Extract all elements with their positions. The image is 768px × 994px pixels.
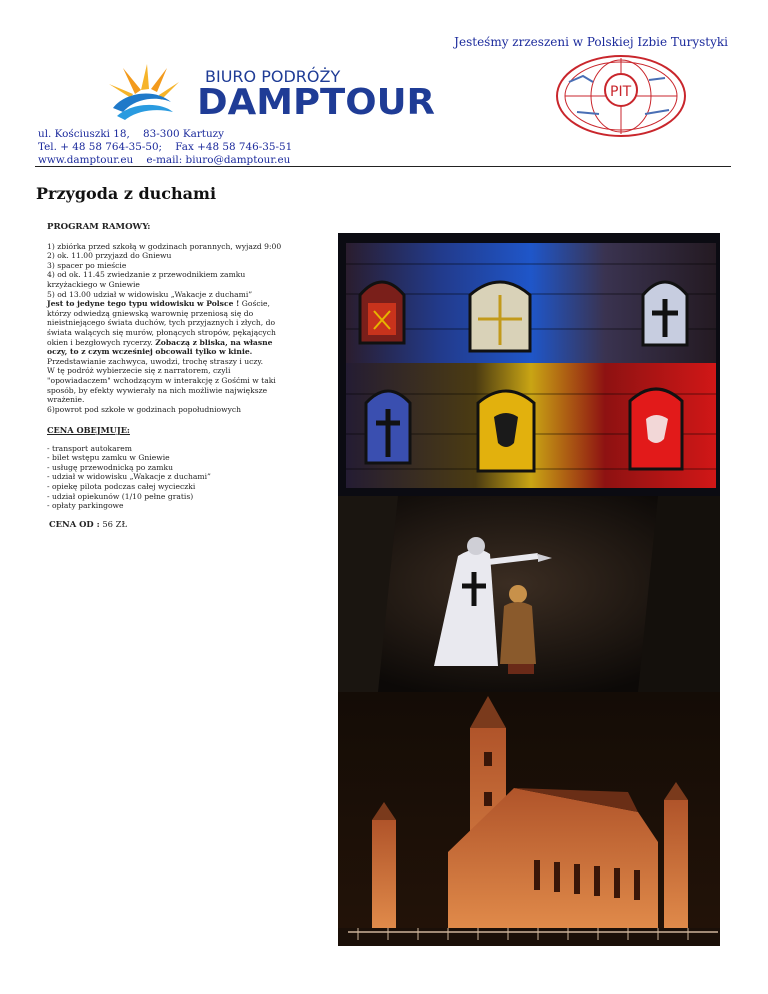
program-bold-line: oczy, to z czym wcześniej obcowali tylko w kinie. [47, 347, 253, 357]
program-description-line: którzy odwiedzą gniewską warownię przeniosą się do [47, 308, 254, 318]
damptour-logo [105, 62, 440, 120]
ghost-show-photo [338, 496, 720, 692]
program-description-line: nieistniejącego świata duchów, tych przyjaznych i złych, do [47, 318, 276, 328]
program-item: 3) spacer po mieście [47, 260, 127, 270]
svg-text:BIURO PODRÓŻY: BIURO PODRÓŻY [205, 67, 341, 86]
includes-item: - bilet wstępu zamku w Gniewie [47, 453, 170, 463]
program-description-line [47, 338, 337, 348]
contact-block [38, 128, 292, 167]
page-title: Przygoda z duchami [36, 184, 217, 203]
program-description-line: Przedstawianie zachwyca, uwodzi, trochę straszy i uczy. [47, 356, 264, 366]
program-item: 5) od 13.00 udział w widowisku „Wakacje z duchami” [47, 289, 253, 299]
program-bold-text: Zobaczą z bliska, na własne [155, 337, 273, 347]
web-email-line: www.damptour.eu e-mail: biuro@damptour.eu [38, 154, 291, 166]
includes-item: - usługę przewodnicką po zamku [47, 462, 173, 472]
pit-logo [553, 52, 688, 140]
castle-windows-photo [338, 233, 720, 496]
svg-text:PIT: PIT [610, 84, 632, 100]
program-description-line: sposób, by efekty wywierały na nich możliwie największe [47, 385, 268, 395]
svg-text:DAMPTOUR: DAMPTOUR [197, 82, 435, 120]
program-item: 2) ok. 11.00 przyjazd do Gniewu [47, 251, 172, 261]
program-description-line [47, 299, 337, 309]
program-description-line: świata walących się murów, płonących stropów, pękających [47, 327, 276, 337]
program-highlight: Jest to jedyne tego typu widowisku w Polsce ! [47, 299, 240, 309]
program-item: 4) od ok. 11.45 zwiedzanie z przewodnikiem zamku [47, 270, 246, 280]
program-text: Goście, [239, 299, 270, 309]
program-description-line: wrażenie. [47, 395, 85, 405]
includes-item: - opiekę pilota podczas całej wycieczki [47, 481, 196, 491]
program-text: okien i bezgłowych rycerzy. [47, 337, 156, 347]
program-item: 1) zbiórka przed szkołą w godzinach porannych, wyjazd 9:00 [47, 241, 282, 251]
price-line [49, 519, 127, 529]
sun-icon [109, 64, 179, 120]
program-description-line: "opowiadaczem" wchodzącym w interakcję z Gośćmi w taki [47, 375, 276, 385]
includes-item: - udział w widowisku „Wakacje z duchami” [47, 472, 211, 482]
address-line: ul. Kościuszki 18, 83-300 Kartuzy [38, 128, 224, 140]
price-value: 56 ZŁ [99, 519, 128, 529]
program-item: 6)powrot pod szkołe w godzinach popołudniowych [47, 404, 242, 414]
association-note: Jesteśmy zrzeszeni w Polskiej Izbie Turystyki [454, 35, 728, 49]
program-description-line: W tę podróż wybierzecie się z narratorem, czyli [47, 366, 231, 376]
phone-line: Tel. + 48 58 764-35-50; Fax +48 58 746-35-51 [38, 141, 293, 153]
program-section [47, 223, 337, 414]
price-label: CENA OD : [49, 519, 100, 529]
price-includes-section [47, 426, 337, 511]
includes-heading: CENA OBEJMUJE: [47, 425, 130, 435]
header-divider [35, 166, 731, 167]
program-heading: PROGRAM RAMOWY: [47, 222, 151, 232]
program-item: krzyżackiego w Gniewie [47, 279, 140, 289]
includes-item: - opłaty parkingowe [47, 501, 124, 511]
includes-item: - transport autokarem [47, 443, 132, 453]
castle-night-photo [338, 692, 720, 946]
includes-item: - udział opiekunów (1/10 pełne gratis) [47, 491, 194, 501]
